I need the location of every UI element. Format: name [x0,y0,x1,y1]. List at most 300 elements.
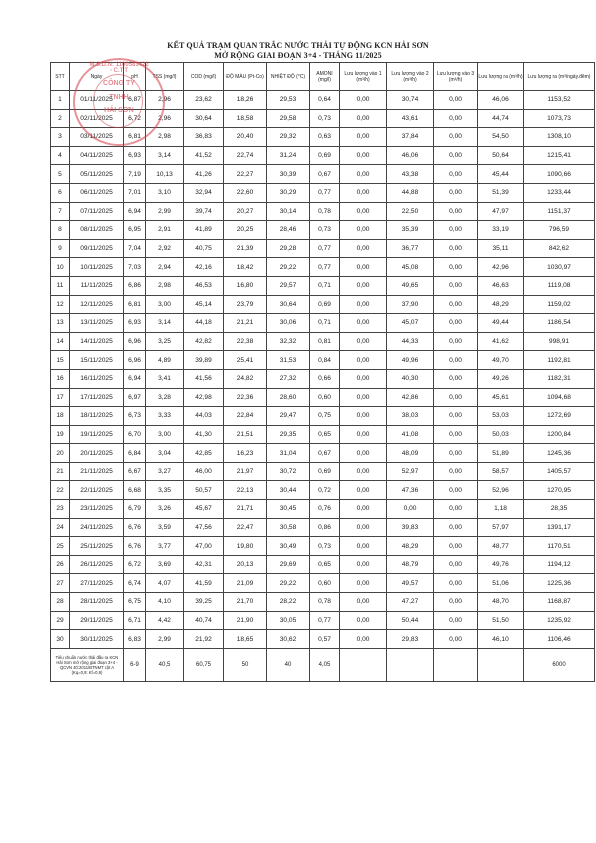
table-cell: 0,69 [310,146,340,165]
table-row [51,407,595,426]
table-cell: 11/11/2025 [70,276,124,295]
table-cell: 6,81 [124,128,146,147]
table-cell: 3,14 [146,314,184,333]
table-cell: 48,29 [387,537,434,556]
row-index-cell: 4 [51,146,70,165]
table-row [51,276,595,295]
table-cell: 41,08 [387,425,434,444]
table-cell: 43,61 [387,109,434,128]
row-index-cell: 14 [51,332,70,351]
standard-value-cell: 6000 [524,648,595,681]
table-row [51,481,595,500]
table-row [51,183,595,202]
table-cell: 3,00 [146,425,184,444]
table-cell: 42,85 [184,444,224,463]
table-cell: 0,81 [310,332,340,351]
table-cell: 29,22 [267,574,310,593]
table-cell: 0,00 [340,555,387,574]
table-cell: 0,00 [434,183,478,202]
table-cell: 15/11/2025 [70,351,124,370]
table-cell: 23,79 [224,295,267,314]
table-cell: 21,09 [224,574,267,593]
table-cell: 48,70 [478,593,524,612]
table-cell: 01/11/2025 [70,91,124,110]
table-cell: 0,00 [434,146,478,165]
table-cell: 46,53 [184,276,224,295]
table-cell: 22,60 [224,183,267,202]
table-row [51,146,595,165]
table-cell: 37,90 [387,295,434,314]
row-index-cell: 8 [51,221,70,240]
table-cell: 0,69 [310,462,340,481]
table-cell: 40,74 [184,611,224,630]
row-index-cell: 17 [51,388,70,407]
row-index-cell: 20 [51,444,70,463]
table-cell: 50,03 [478,425,524,444]
table-cell: 6,76 [124,518,146,537]
table-cell: 1094,68 [524,388,595,407]
table-cell: 41,56 [184,369,224,388]
table-cell: 4,07 [146,574,184,593]
table-cell: 32,94 [184,183,224,202]
table-row [51,258,595,277]
table-cell: 0,67 [310,165,340,184]
table-cell: 4,89 [146,351,184,370]
table-cell: 47,36 [387,481,434,500]
standard-value-cell: 60,75 [184,648,224,681]
table-cell: 41,52 [184,146,224,165]
table-cell: 22/11/2025 [70,481,124,500]
table-cell: 49,57 [387,574,434,593]
table-cell: 1073,73 [524,109,595,128]
table-cell: 29,69 [267,555,310,574]
table-cell: 33,19 [478,221,524,240]
table-cell: 29,47 [267,407,310,426]
table-cell: 6,86 [124,276,146,295]
table-cell: 6,84 [124,444,146,463]
table-cell: 36,83 [184,128,224,147]
table-cell: 30,64 [184,109,224,128]
table-cell: 0,00 [340,481,387,500]
table-cell: 0,00 [340,425,387,444]
table-cell: 0,00 [434,128,478,147]
stamp-text-top: M.S.D.N: 1100581422 - C.T.T [89,62,149,74]
table-cell: 51,06 [478,574,524,593]
table-cell: 46,00 [184,462,224,481]
table-cell: 45,67 [184,500,224,519]
table-cell: 0,00 [340,388,387,407]
stamp-text-name: HẢI SƠN [104,107,134,114]
table-row [51,109,595,128]
table-cell: 18,42 [224,258,267,277]
table-cell: 0,00 [434,481,478,500]
table-cell: 21,92 [184,630,224,649]
table-cell: 21,21 [224,314,267,333]
table-row [51,630,595,649]
table-cell: 14/11/2025 [70,332,124,351]
table-cell: 0,00 [434,369,478,388]
table-cell: 3,33 [146,407,184,426]
table-cell: 0,78 [310,202,340,221]
table-cell: 1,18 [478,500,524,519]
table-cell: 43,38 [387,165,434,184]
table-cell: 49,76 [478,555,524,574]
table-cell: 6,97 [124,388,146,407]
row-index-cell: 30 [51,630,70,649]
table-cell: 0,00 [434,407,478,426]
table-cell: 0,72 [310,481,340,500]
table-cell: 49,26 [478,369,524,388]
table-cell: 49,44 [478,314,524,333]
table-cell: 24,82 [224,369,267,388]
table-cell: 1270,95 [524,481,595,500]
table-cell: 29,22 [267,258,310,277]
table-cell: 27,32 [267,369,310,388]
table-cell: 2,98 [146,276,184,295]
table-row [51,555,595,574]
table-cell: 0,00 [340,183,387,202]
table-cell: 29,53 [267,91,310,110]
table-cell: 22,50 [387,202,434,221]
table-cell: 04/11/2025 [70,146,124,165]
table-cell: 26/11/2025 [70,555,124,574]
table-cell: 22,38 [224,332,267,351]
table-cell: 3,00 [146,295,184,314]
column-header: COD (mg/l) [184,63,224,91]
table-cell: 30,72 [267,462,310,481]
row-index-cell: 7 [51,202,70,221]
table-cell: 0,63 [310,128,340,147]
table-cell: 0,71 [310,314,340,333]
row-index-cell: 24 [51,518,70,537]
table-cell: 41,62 [478,332,524,351]
column-header: Lưu lượng ra (m³/ngày.đêm) [524,63,595,91]
table-cell: 21,90 [224,611,267,630]
table-cell: 0,00 [340,165,387,184]
row-index-cell: 22 [51,481,70,500]
table-cell: 0,00 [340,574,387,593]
table-cell: 30,58 [267,518,310,537]
table-cell: 30,45 [267,500,310,519]
report-title: KẾT QUẢ TRẠM QUAN TRẮC NƯỚC THẢI TỰ ĐỘNG KCN HẢI SƠN [167,41,429,50]
table-cell: 0,00 [434,314,478,333]
table-cell: 998,91 [524,332,595,351]
row-index-cell: 5 [51,165,70,184]
table-cell: 16/11/2025 [70,369,124,388]
table-cell: 51,39 [478,183,524,202]
row-index-cell: 28 [51,593,70,612]
row-index-cell: 21 [51,462,70,481]
table-cell: 21,70 [224,593,267,612]
table-cell: 29,57 [267,276,310,295]
table-cell: 44,03 [184,407,224,426]
table-cell: 30,74 [387,91,434,110]
table-cell: 3,27 [146,462,184,481]
table-cell: 05/11/2025 [70,165,124,184]
table-cell: 1308,10 [524,128,595,147]
table-cell: 1391,17 [524,518,595,537]
table-cell: 0,69 [310,295,340,314]
table-cell: 0,00 [434,351,478,370]
standard-value-cell [478,648,524,681]
table-cell: 0,73 [310,109,340,128]
table-cell: 0,75 [310,407,340,426]
table-cell: 39,25 [184,593,224,612]
table-cell: 48,09 [387,444,434,463]
table-row [51,388,595,407]
table-cell: 39,74 [184,202,224,221]
table-cell: 24/11/2025 [70,518,124,537]
table-cell: 6,76 [124,537,146,556]
table-row [51,351,595,370]
table-cell: 0,60 [310,388,340,407]
table-cell: 42,86 [387,388,434,407]
table-cell: 52,97 [387,462,434,481]
table-cell: 6,93 [124,146,146,165]
table-cell: 3,26 [146,500,184,519]
table-cell: 41,89 [184,221,224,240]
table-cell: 1151,37 [524,202,595,221]
table-cell: 0,00 [340,91,387,110]
standard-value-cell: 40,5 [146,648,184,681]
table-cell: 50,64 [478,146,524,165]
table-cell: 0,73 [310,221,340,240]
table-cell: 18,58 [224,109,267,128]
table-cell: 51,50 [478,611,524,630]
table-cell: 0,00 [434,91,478,110]
table-cell: 0,67 [310,444,340,463]
table-cell: 22,36 [224,388,267,407]
table-cell: 2,99 [146,202,184,221]
table-cell: 0,00 [340,276,387,295]
standard-value-cell: 4,05 [310,648,340,681]
table-cell: 6,81 [124,295,146,314]
row-index-cell: 16 [51,369,70,388]
table-cell: 48,77 [478,537,524,556]
table-cell: 0,64 [310,91,340,110]
table-cell: 17/11/2025 [70,388,124,407]
table-cell: 0,66 [310,369,340,388]
table-cell: 0,00 [340,109,387,128]
table-cell: 0,00 [434,221,478,240]
table-cell: 44,74 [478,109,524,128]
table-cell: 0,00 [340,202,387,221]
table-cell: 30,14 [267,202,310,221]
table-cell: 0,84 [310,351,340,370]
table-cell: 09/11/2025 [70,239,124,258]
table-cell: 40,75 [184,239,224,258]
table-cell: 22,47 [224,518,267,537]
table-cell: 2,98 [146,128,184,147]
column-header: pH [124,63,146,91]
row-index-cell: 12 [51,295,70,314]
column-header: TSS (mg/l) [146,63,184,91]
table-cell: 0,00 [340,332,387,351]
table-cell: 28,35 [524,500,595,519]
row-index-cell: 6 [51,183,70,202]
table-cell: 0,00 [434,537,478,556]
column-header: STT [51,63,70,91]
row-index-cell: 27 [51,574,70,593]
monitoring-table [50,62,595,682]
table-cell: 0,00 [340,611,387,630]
table-cell: 27/11/2025 [70,574,124,593]
table-row [51,221,595,240]
table-cell: 3,59 [146,518,184,537]
table-cell: 6,96 [124,332,146,351]
table-cell: 22,27 [224,165,267,184]
table-row [51,314,595,333]
table-cell: 22,13 [224,481,267,500]
table-cell: 1192,81 [524,351,595,370]
table-cell: 23,62 [184,91,224,110]
table-row [51,91,595,110]
table-cell: 20/11/2025 [70,444,124,463]
table-cell: 28,22 [267,593,310,612]
table-cell: 2,91 [146,221,184,240]
table-cell: 0,00 [340,128,387,147]
table-cell: 1153,52 [524,91,595,110]
table-cell: 1194,12 [524,555,595,574]
table-cell: 19/11/2025 [70,425,124,444]
table-cell: 1405,57 [524,462,595,481]
table-cell: 6,79 [124,500,146,519]
table-cell: 0,00 [434,295,478,314]
table-cell: 1235,92 [524,611,595,630]
table-cell: 0,00 [340,239,387,258]
table-cell: 41,59 [184,574,224,593]
table-cell: 47,00 [184,537,224,556]
table-cell: 796,59 [524,221,595,240]
table-cell: 46,06 [387,146,434,165]
table-cell: 0,71 [310,276,340,295]
table-cell: 6,72 [124,109,146,128]
table-cell: 1119,08 [524,276,595,295]
column-header: Lưu lượng ra (m³/h) [478,63,524,91]
table-cell: 45,08 [387,258,434,277]
table-cell: 51,89 [478,444,524,463]
column-header: Lưu lượng vào 3 (m³/h) [434,63,478,91]
table-cell: 6,95 [124,221,146,240]
table-cell: 18,65 [224,630,267,649]
table-cell: 28,46 [267,221,310,240]
stamp-text-company: CÔNG TY [103,80,135,87]
column-header: AMONI (mg/l) [310,63,340,91]
table-cell: 1168,87 [524,593,595,612]
table-cell: 41,30 [184,425,224,444]
row-index-cell: 25 [51,537,70,556]
table-row [51,518,595,537]
table-cell: 42,82 [184,332,224,351]
table-cell: 58,57 [478,462,524,481]
table-cell: 2,99 [146,630,184,649]
table-cell: 0,00 [340,146,387,165]
table-row [51,574,595,593]
table-cell: 45,14 [184,295,224,314]
table-cell: 0,00 [434,258,478,277]
table-cell: 0,77 [310,239,340,258]
table-cell: 0,00 [340,295,387,314]
table-cell: 48,79 [387,555,434,574]
table-cell: 1272,69 [524,407,595,426]
table-cell: 1215,41 [524,146,595,165]
table-header-row [51,63,595,91]
table-cell: 7,04 [124,239,146,258]
column-header: Ngày [70,63,124,91]
table-cell: 10,13 [146,165,184,184]
table-cell: 30/11/2025 [70,630,124,649]
table-row [51,332,595,351]
table-cell: 6,94 [124,202,146,221]
table-cell: 0,00 [434,630,478,649]
table-cell: 3,41 [146,369,184,388]
row-index-cell: 18 [51,407,70,426]
table-cell: 20,27 [224,202,267,221]
table-cell: 0,00 [434,202,478,221]
table-cell: 6,87 [124,91,146,110]
row-index-cell: 26 [51,555,70,574]
table-cell: 29,35 [267,425,310,444]
table-cell: 0,73 [310,537,340,556]
table-cell: 1200,84 [524,425,595,444]
table-cell: 42,96 [478,258,524,277]
table-cell: 0,00 [340,407,387,426]
table-row [51,128,595,147]
row-index-cell: 15 [51,351,70,370]
table-cell: 2,96 [146,109,184,128]
table-cell: 46,06 [478,91,524,110]
table-cell: 0,86 [310,518,340,537]
table-cell: 45,44 [478,165,524,184]
table-cell: 06/11/2025 [70,183,124,202]
table-cell: 18/11/2025 [70,407,124,426]
table-cell: 4,10 [146,593,184,612]
table-cell: 21/11/2025 [70,462,124,481]
table-cell: 0,00 [340,500,387,519]
table-cell: 35,11 [478,239,524,258]
table-cell: 1182,31 [524,369,595,388]
table-cell: 50,44 [387,611,434,630]
table-cell: 0,00 [434,239,478,258]
table-cell: 45,61 [478,388,524,407]
table-cell: 30,39 [267,165,310,184]
table-cell: 40,30 [387,369,434,388]
table-cell: 32,32 [267,332,310,351]
table-cell: 3,10 [146,183,184,202]
table-cell: 0,00 [434,109,478,128]
table-cell: 39,89 [184,351,224,370]
table-cell: 31,24 [267,146,310,165]
row-index-cell: 23 [51,500,70,519]
table-cell: 28/11/2025 [70,593,124,612]
table-row [51,165,595,184]
row-index-cell: 11 [51,276,70,295]
table-cell: 0,00 [434,555,478,574]
row-index-cell: 29 [51,611,70,630]
table-row [51,425,595,444]
table-cell: 16,80 [224,276,267,295]
table-cell: 19,80 [224,537,267,556]
table-cell: 6,71 [124,611,146,630]
table-cell: 30,05 [267,611,310,630]
table-cell: 0,00 [340,444,387,463]
table-cell: 1186,54 [524,314,595,333]
table-cell: 49,65 [387,276,434,295]
table-cell: 30,62 [267,630,310,649]
table-cell: 21,71 [224,500,267,519]
table-cell: 0,00 [434,500,478,519]
table-cell: 39,83 [387,518,434,537]
